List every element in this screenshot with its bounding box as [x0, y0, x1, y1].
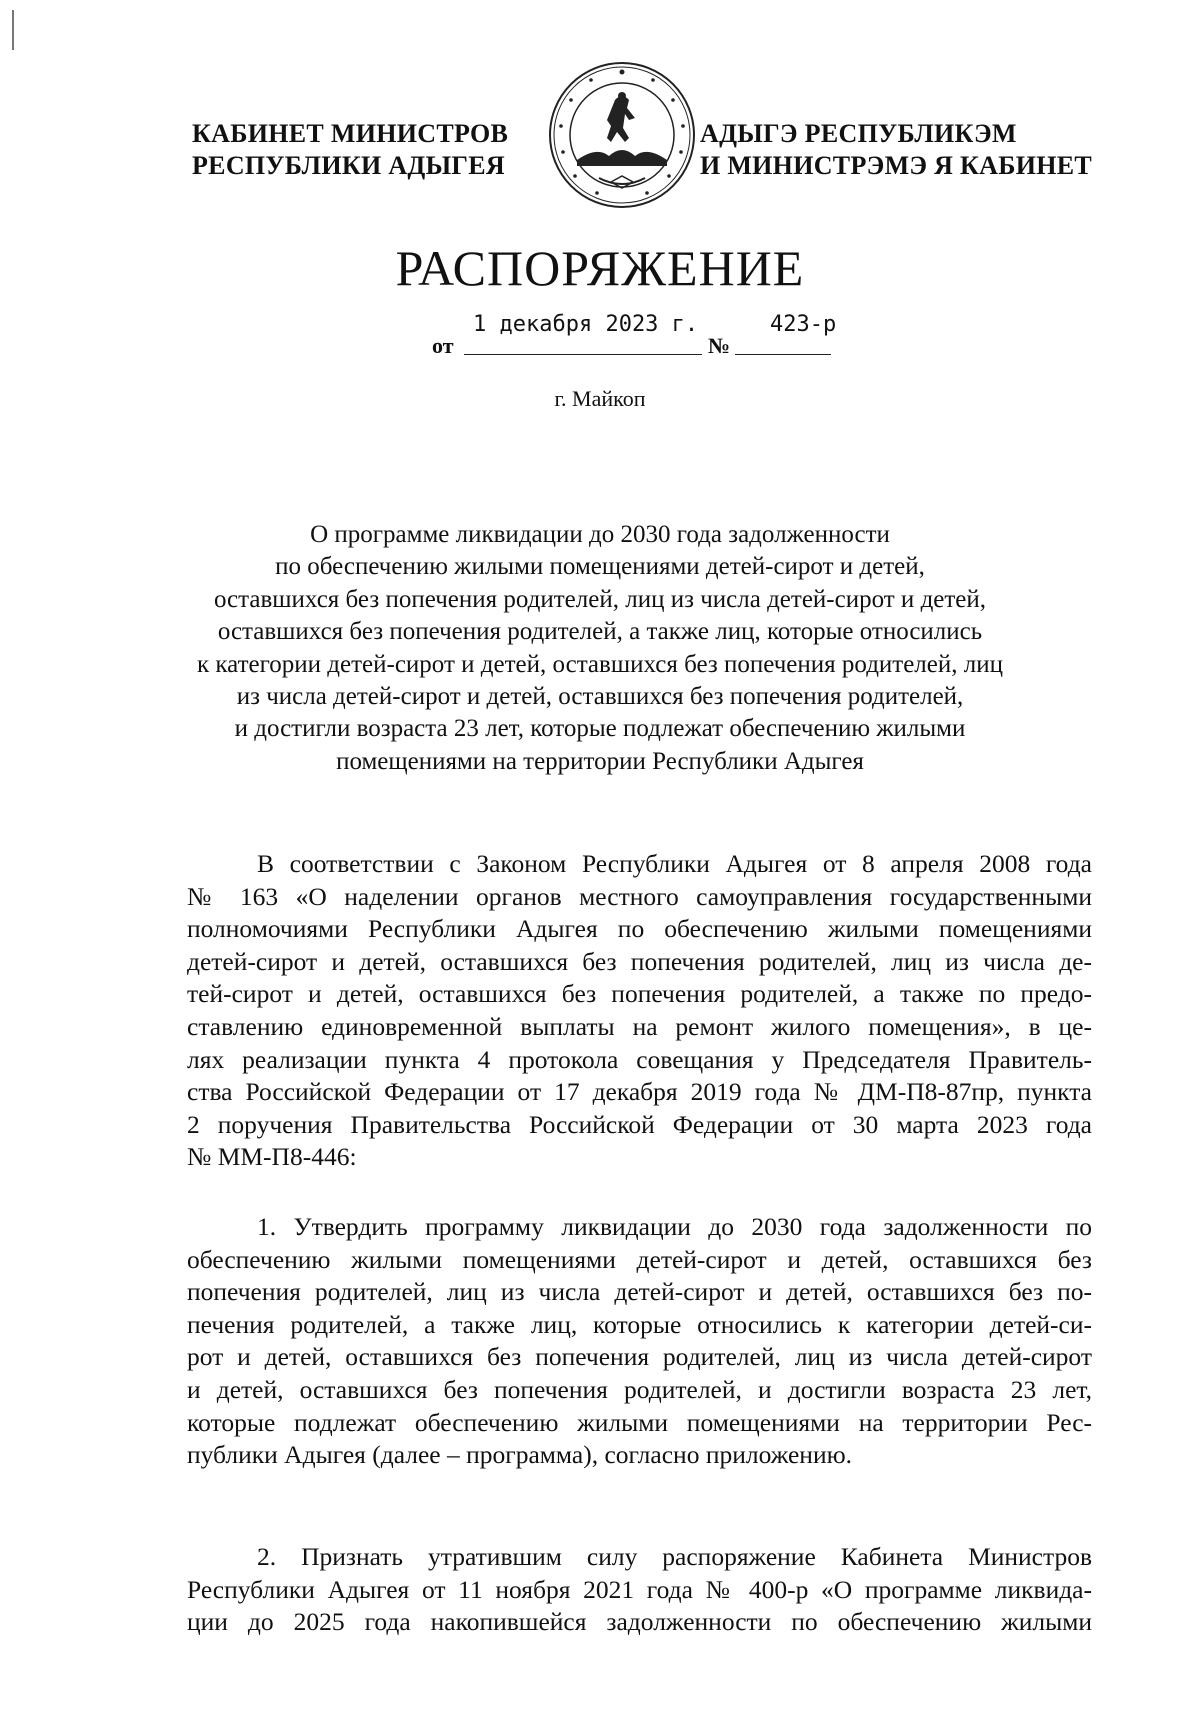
subject-line: по обеспечению жилыми помещениями детей-сирот и детей, — [275, 553, 925, 581]
item-1-paragraph — [187, 1211, 1092, 1472]
paragraph-line: Республики Адыгея от 11 ноября 2021 года № 400-р «О программе ликвида- — [187, 1574, 1092, 1604]
number-label: № — [708, 333, 731, 358]
paragraph-line: ства Российской Федерации от 17 декабря 2019 года № ДМ-П8-87пр, пункта — [187, 1077, 1092, 1107]
number-value: 423-р — [770, 312, 837, 337]
paragraph-line: печения родителей, а также лиц, которые относились к категории детей-си- — [187, 1309, 1092, 1339]
number-underline — [735, 354, 831, 355]
date-label: от — [432, 333, 454, 358]
coat-of-arms-adygea-icon — [547, 60, 697, 210]
issuer-line: И МИНИСТРЭМЭ Я КАБИНЕТ — [700, 151, 1093, 180]
margin-mark — [12, 10, 14, 50]
preamble-paragraph — [187, 848, 1092, 1174]
subject-line: оставшихся без попечения родителей, лиц из числа детей-сирот и детей, — [213, 585, 987, 613]
subject-line: из числа детей-сирот и детей, оставшихся без попечения родителей, — [236, 683, 964, 711]
item-2-paragraph — [187, 1541, 1092, 1639]
paragraph-line: 2. Признать утратившим силу распоряжение Кабинета Министров — [257, 1542, 1092, 1571]
issuer-name-russian — [192, 118, 508, 182]
paragraph-line: публики Адыгея (далее – программа), согласно приложению. — [187, 1440, 853, 1470]
paragraph-line: В соответствии с Законом Республики Адыгея от 8 апреля 2008 года — [257, 849, 1092, 878]
paragraph-line: ставлению единовременной выплаты на ремонт жилого помещения», в це- — [187, 1011, 1092, 1041]
city: г. Майкоп — [554, 386, 646, 411]
paragraph-line: рот и детей, оставшихся без попечения родителей, лиц из числа детей-сирот — [187, 1342, 1092, 1372]
issuer-name-adyghe — [700, 118, 1092, 182]
paragraph-line: и детей, оставшихся без попечения родителей, и достигли возраста 23 лет, — [187, 1374, 1092, 1404]
subject-line: О программе ликвидации до 2030 года задолженности — [310, 521, 890, 548]
date-underline — [464, 354, 702, 355]
paragraph-line: полномочиями Республики Адыгея по обеспечению жилыми помещениями — [187, 914, 1092, 944]
date-value: 1 декабря 2023 г. — [473, 312, 699, 337]
paragraph-line: ции до 2025 года накопившейся задолженности по обеспечению жилыми — [187, 1607, 1092, 1637]
paragraph-line: 1. Утвердить программу ликвидации до 2030 года задолженности по — [257, 1212, 1092, 1241]
issuer-line: РЕСПУБЛИКИ АДЫГЕЯ — [192, 151, 505, 180]
issuer-line: КАБИНЕТ МИНИСТРОВ — [192, 119, 509, 148]
document-title: РАСПОРЯЖЕНИЕ — [395, 240, 805, 296]
paragraph-line: № 163 «О наделении органов местного самоуправления государственными — [187, 881, 1092, 911]
paragraph-line: обеспечению жилыми помещениями детей-сирот и детей, оставшихся без — [187, 1244, 1092, 1274]
paragraph-line: детей-сирот и детей, оставшихся без попечения родителей, лиц из числа де- — [187, 946, 1092, 976]
paragraph-line: 2 поручения Правительства Российской Федерации от 30 марта 2023 года — [187, 1109, 1092, 1139]
subject-heading — [160, 519, 1040, 778]
subject-line: и достигли возраста 23 лет, которые подлежат обеспечению жилыми — [234, 715, 966, 743]
paragraph-line: попечения родителей, лиц из числа детей-сирот и детей, оставшихся без по- — [187, 1277, 1092, 1307]
subject-line: оставшихся без попечения родителей, а также лиц, которые относились — [217, 618, 983, 646]
paragraph-line: тей-сирот и детей, оставшихся без попечения родителей, а также по предо- — [187, 979, 1092, 1009]
subject-line: к категории детей-сирот и детей, оставшихся без попечения родителей, лиц — [197, 650, 1003, 678]
paragraph-line: № ММ-П8-446: — [187, 1142, 357, 1172]
subject-line: помещениями на территории Республики Адыгея — [336, 747, 864, 775]
issuer-line: АДЫГЭ РЕСПУБЛИКЭМ — [700, 119, 1017, 148]
paragraph-line: которые подлежат обеспечению жилыми помещениями на территории Рес- — [187, 1407, 1092, 1437]
paragraph-line: лях реализации пункта 4 протокола совещания у Председателя Правитель- — [187, 1044, 1092, 1074]
